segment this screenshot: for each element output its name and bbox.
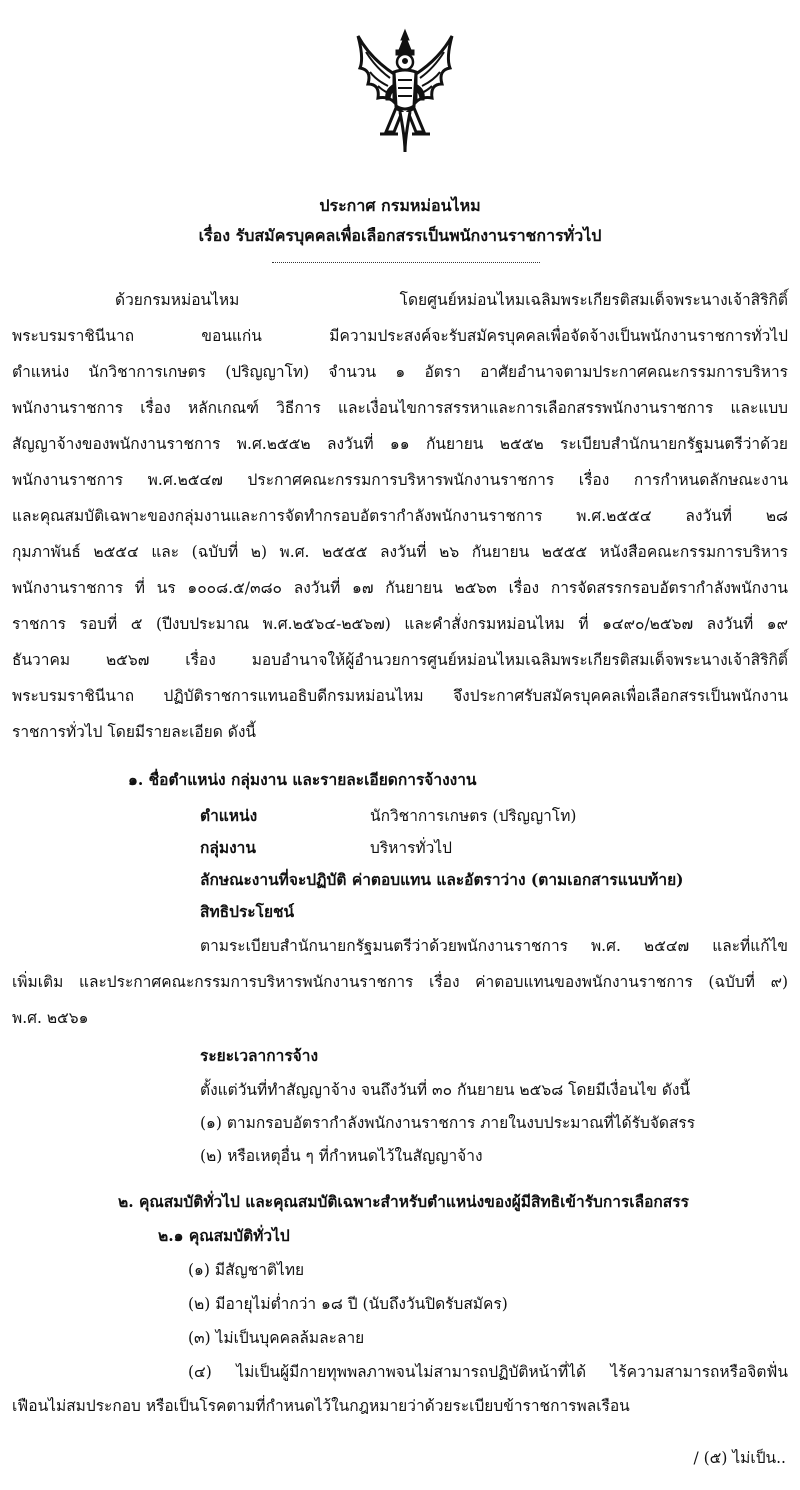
- benefits-line: ตามระเบียบสำนักนายกรัฐมนตรีว่าด้วยพนักงานราชการ พ.ศ. ๒๕๔๗ และที่แก้ไข: [200, 937, 788, 955]
- position-value: นักวิชาการเกษตร (ปริญญาโท): [370, 807, 577, 825]
- term-condition: (๑) ตามกรอบอัตรากำลังพนักงานราชการ ภายในงบประมาณที่ได้รับจัดสรร: [200, 1114, 696, 1132]
- benefits-line: เพิ่มเติม และประกาศคณะกรรมการบริหารพนักงานราชการ เรื่อง ค่าตอบแทนของพนักงานราชการ (ฉบับที่ ๙): [12, 973, 788, 991]
- term-condition: (๒) หรือเหตุอื่น ๆ ที่กำหนดไว้ในสัญญาจ้าง: [200, 1147, 483, 1165]
- paragraph-line: และคุณสมบัติเฉพาะของกลุ่มงานและการจัดทำกรอบอัตรากำลังพนักงานราชการ พ.ศ.๒๕๕๔ ลงวันที่ ๒๘: [12, 507, 788, 525]
- section-2-heading: ๒. คุณสมบัติทั่วไป และคุณสมบัติเฉพาะสำหรับตำแหน่งของผู้มีสิทธิเข้ารับการเลือกสรร: [118, 1192, 689, 1211]
- group-label: กลุ่มงาน: [200, 838, 256, 857]
- paragraph-line: สัญญาจ้างของพนักงานราชการ พ.ศ.๒๕๕๒ ลงวันที่ ๑๑ กันยายน ๒๕๕๒ ระเบียบสำนักนายกรัฐมนตรีว่าด้วย: [12, 435, 788, 453]
- term-line: ตั้งแต่วันที่ทำสัญญาจ้าง จนถึงวันที่ ๓๐ กันยายน ๒๕๖๘ โดยมีเงื่อนไข ดังนี้: [200, 1081, 691, 1099]
- paragraph-line: ธันวาคม ๒๕๖๗ เรื่อง มอบอำนาจให้ผู้อำนวยการศูนย์หม่อนไหมเฉลิมพระเกียรติสมเด็จพระนางเจ้าสิริกิติ์: [12, 651, 788, 669]
- paragraph-line: พนักงานราชการ ที่ นร ๑๐๐๘.๕/๓๘๐ ลงวันที่ ๑๗ กันยายน ๒๕๖๓ เรื่อง การจัดสรรกรอบอัตรากำลังพนักงาน: [12, 579, 788, 597]
- qualification-item: (๔) ไม่เป็นผู้มีกายทุพพลภาพจนไม่สามารถปฏิบัติหน้าที่ได้ ไร้ความสามารถหรือจิตฟั่น: [188, 1363, 788, 1381]
- qualification-item-continued: เฟือนไม่สมประกอบ หรือเป็นโรคตามที่กำหนดไว้ในกฎหมายว่าด้วยระเบียบข้าราชการพลเรือน: [12, 1397, 630, 1415]
- qualification-item: (๓) ไม่เป็นบุคคลล้มละลาย: [188, 1329, 365, 1347]
- position-label: ตำแหน่ง: [200, 806, 258, 825]
- paragraph-line: ด้วยกรมหม่อนไหม โดยศูนย์หม่อนไหมเฉลิมพระเกียรติสมเด็จพระนางเจ้าสิริกิติ์: [115, 291, 788, 309]
- document-subject: เรื่อง รับสมัครบุคคลเพื่อเลือกสรรเป็นพนักงานราชการทั่วไป: [198, 226, 602, 245]
- title-separator: [272, 262, 540, 263]
- paragraph-line: พระบรมราชินีนาถ ปฏิบัติราชการแทนอธิบดีกรมหม่อนไหม จึงประกาศรับสมัครบุคคลเพื่อเลือกสรรเป็นพนักงาน: [12, 687, 788, 705]
- paragraph-line: ราชการ รอบที่ ๕ (ปีงบประมาณ พ.ศ.๒๕๖๔-๒๕๖๗) และคำสั่งกรมหม่อนไหม ที่ ๑๔๙๐/๒๕๖๗ ลงวันที่ ๑๙: [12, 615, 788, 633]
- benefits-line: พ.ศ. ๒๕๖๑: [12, 1009, 89, 1027]
- qualification-item: (๒) มีอายุไม่ต่ำกว่า ๑๘ ปี (นับถึงวันปิดรับสมัคร): [188, 1295, 508, 1313]
- garuda-emblem-icon: [350, 28, 460, 158]
- duties-heading: ลักษณะงานที่จะปฏิบัติ ค่าตอบแทน และอัตราว่าง (ตามเอกสารแนบท้าย): [200, 870, 684, 889]
- paragraph-line: กุมภาพันธ์ ๒๕๕๔ และ (ฉบับที่ ๒) พ.ศ. ๒๕๕๕ ลงวันที่ ๒๖ กันยายน ๒๕๕๕ หนังสือคณะกรรมการบริหาร: [12, 543, 788, 561]
- group-value: บริหารทั่วไป: [370, 839, 452, 857]
- benefits-heading: สิทธิประโยชน์: [200, 902, 295, 921]
- document-title: ประกาศ กรมหม่อนไหม: [319, 196, 481, 215]
- section-2-1-heading: ๒.๑ คุณสมบัติทั่วไป: [158, 1226, 290, 1245]
- paragraph-line: พนักงานราชการ เรื่อง หลักเกณฑ์ วิธีการ และเงื่อนไขการสรรหาและการเลือกสรรพนักงานราชการ และแบบ: [12, 399, 788, 417]
- paragraph-line: ตำแหน่ง นักวิชาการเกษตร (ปริญญาโท) จำนวน ๑ อัตรา อาศัยอำนาจตามประกาศคณะกรรมการบริหาร: [12, 363, 788, 381]
- paragraph-line: พระบรมราชินีนาถ ขอนแก่น มีความประสงค์จะรับสมัครบุคคลเพื่อจัดจ้างเป็นพนักงานราชการทั่วไป: [12, 327, 788, 345]
- paragraph-line: ราชการทั่วไป โดยมีรายละเอียด ดังนี้: [12, 723, 256, 741]
- paragraph-line: พนักงานราชการ พ.ศ.๒๕๔๗ ประกาศคณะกรรมการบริหารพนักงานราชการ เรื่อง การกำหนดลักษณะงาน: [12, 471, 788, 489]
- qualification-item: (๑) มีสัญชาติไทย: [188, 1261, 305, 1279]
- section-1-heading: ๑. ชื่อตำแหน่ง กลุ่มงาน และรายละเอียดการจ้างงาน: [128, 770, 477, 789]
- continuation-marker: / (๕) ไม่เป็น..: [693, 1449, 786, 1467]
- term-heading: ระยะเวลาการจ้าง: [200, 1046, 319, 1065]
